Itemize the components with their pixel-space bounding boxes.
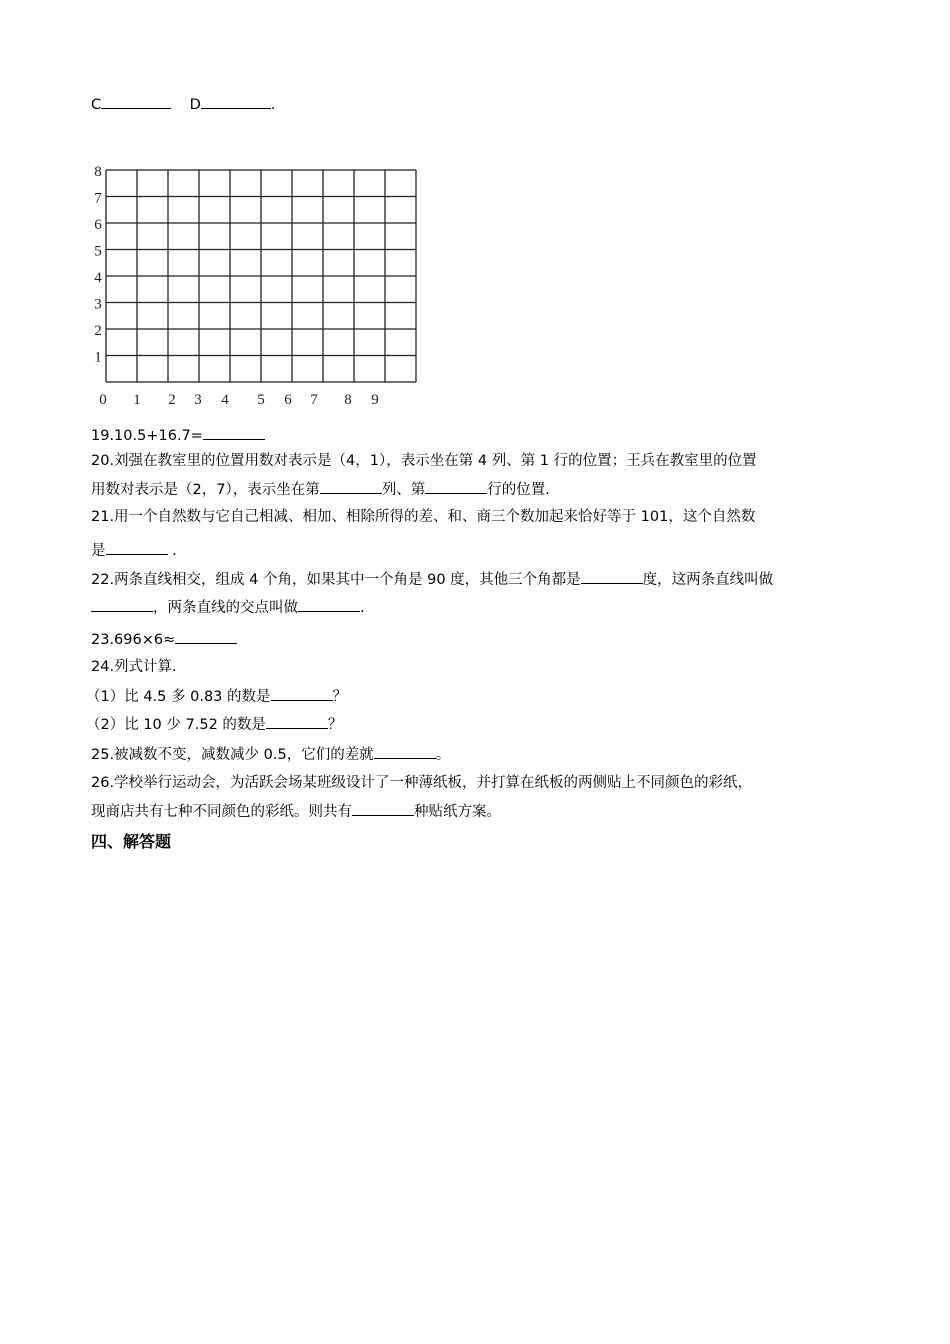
q23-text: 23.696×6≈ xyxy=(91,632,176,648)
answer-blank[interactable] xyxy=(298,597,360,612)
x-tick-label: 5 xyxy=(257,392,265,408)
label-d: D xyxy=(189,97,201,113)
question-24-1 xyxy=(86,686,347,707)
q22-text: 22.两条直线相交，组成 4 个角，如果其中一个角是 90 度，其他三个角都是 xyxy=(91,572,581,588)
q25-text: 25.被减数不变，减数减少 0.5，它们的差就 xyxy=(91,747,374,763)
question-26-line2 xyxy=(91,801,501,822)
q21-text: 21.用一个自然数与它自己相减、相加、相除所得的差、和、商三个数加起来恰好等于 101，这个自然数 xyxy=(91,509,756,525)
answer-blank[interactable] xyxy=(101,94,171,109)
section-heading: 四、解答题 xyxy=(91,832,172,851)
y-tick-label: 2 xyxy=(94,323,102,339)
q24-1-text: （1）比 4.5 多 0.83 的数是 xyxy=(86,689,271,705)
q26-text: 26.学校举行运动会，为活跃会场某班级设计了一种薄纸板，并打算在纸板的两侧贴上不同颜色的彩纸， xyxy=(91,775,753,791)
answer-blank[interactable] xyxy=(581,569,643,584)
q21-text: 是 xyxy=(91,543,106,559)
question-24-2 xyxy=(86,714,342,735)
answer-blank[interactable] xyxy=(203,425,265,440)
answer-blank[interactable] xyxy=(271,686,333,701)
answer-blank[interactable] xyxy=(201,94,271,109)
question-22-line1 xyxy=(91,569,773,590)
question-21-line2 xyxy=(91,540,177,561)
question-26-line1 xyxy=(91,773,752,793)
q20-text: 用数对表示是（2，7），表示坐在第 xyxy=(91,482,320,498)
q24-2-text: （2）比 10 少 7.52 的数是 xyxy=(86,717,266,733)
q26-text: 现商店共有七种不同颜色的彩纸。则共有 xyxy=(91,804,352,820)
answer-blank[interactable] xyxy=(91,597,153,612)
x-tick-label: 3 xyxy=(194,392,202,408)
q22-text: ，两条直线的交点叫做 xyxy=(153,600,298,616)
q24-text: 24.列式计算. xyxy=(91,659,177,675)
q20-text: 20.刘强在教室里的位置用数对表示是（4，1），表示坐在第 4 列、第 1 行的位置；王兵在教室里的位置 xyxy=(91,453,757,469)
q19-text: 19.10.5+16.7= xyxy=(91,428,203,444)
coordinate-grid xyxy=(90,160,430,410)
answer-blank[interactable] xyxy=(106,540,168,555)
question-19 xyxy=(91,425,265,446)
question-20-line2 xyxy=(91,479,550,500)
question-25 xyxy=(91,744,450,765)
x-tick-label: 6 xyxy=(284,392,292,408)
q20-text: 列、第 xyxy=(381,482,426,498)
q22-text: . xyxy=(360,600,365,616)
label-c: C xyxy=(91,97,102,113)
x-tick-label: 2 xyxy=(168,392,176,408)
answer-blank[interactable] xyxy=(320,479,382,494)
question-21-line1 xyxy=(91,507,755,527)
x-tick-label: 4 xyxy=(221,392,229,408)
answer-blank[interactable] xyxy=(374,744,436,759)
x-tick-label: 8 xyxy=(344,392,352,408)
q21-text: . xyxy=(167,543,177,559)
question-24 xyxy=(91,657,177,677)
y-tick-label: 4 xyxy=(94,270,102,286)
q24-1-text: ？ xyxy=(332,689,348,705)
q20-text: 行的位置. xyxy=(487,482,550,498)
question-20-line1 xyxy=(91,451,757,471)
q24-2-text: ？ xyxy=(327,717,343,733)
y-tick-label: 7 xyxy=(94,190,102,207)
q25-text: 。 xyxy=(435,747,451,763)
period: . xyxy=(270,97,276,113)
q26-text: 种贴纸方案。 xyxy=(414,804,501,820)
answer-blank[interactable] xyxy=(425,479,487,494)
cd-answer-line xyxy=(91,94,275,115)
question-23 xyxy=(91,629,237,650)
x-tick-label: 0 xyxy=(99,392,107,408)
y-tick-label: 8 xyxy=(94,164,102,180)
answer-blank[interactable] xyxy=(266,714,328,729)
x-tick-label: 1 xyxy=(133,392,141,408)
y-tick-label: 3 xyxy=(94,296,102,313)
y-tick-label: 6 xyxy=(94,217,102,233)
y-tick-label: 1 xyxy=(94,349,102,366)
question-22-line2 xyxy=(91,597,365,618)
x-tick-label: 9 xyxy=(371,392,379,408)
answer-blank[interactable] xyxy=(175,629,237,644)
q22-text: 度，这两条直线叫做 xyxy=(642,572,774,588)
answer-blank[interactable] xyxy=(352,801,414,816)
y-tick-label: 5 xyxy=(94,243,102,260)
x-tick-label: 7 xyxy=(310,392,318,408)
